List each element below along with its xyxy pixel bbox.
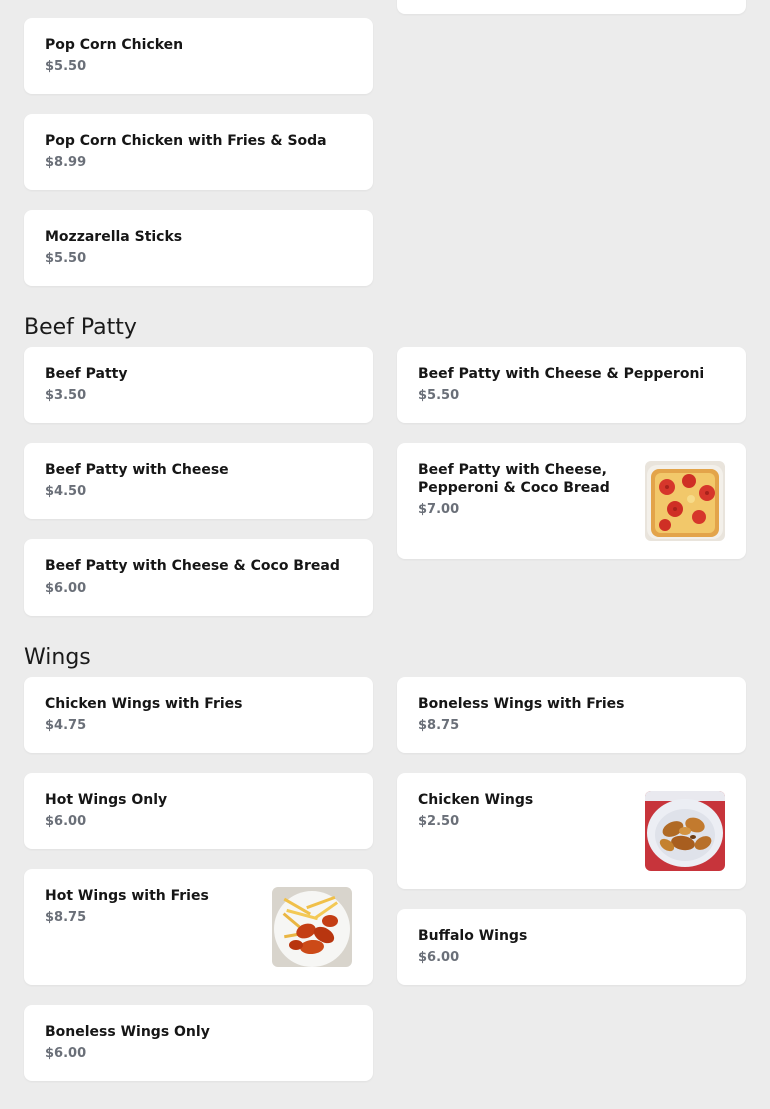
- menu-item-card[interactable]: [24, 443, 373, 519]
- menu-item-card[interactable]: [24, 773, 373, 849]
- section-title-beef-patty: Beef Patty: [24, 315, 137, 340]
- item-name: Pop Corn Chicken with Fries & Soda: [45, 133, 327, 149]
- item-name: Chicken Wings: [418, 792, 534, 808]
- menu-item-card[interactable]: [397, 443, 746, 559]
- item-price: $8.99: [45, 155, 87, 170]
- item-price: $2.50: [418, 814, 460, 829]
- item-name: Mozzarella Sticks: [45, 229, 183, 245]
- item-name: Beef Patty: [45, 366, 128, 382]
- item-price: $4.50: [45, 484, 87, 499]
- menu-item-card[interactable]: [24, 114, 373, 190]
- menu-item-card-partial[interactable]: [397, 0, 746, 14]
- item-name: Boneless Wings Only: [45, 1024, 210, 1040]
- section-title-wings: Wings: [24, 645, 91, 670]
- menu-item-card[interactable]: [24, 210, 373, 286]
- pizza-photo: [645, 461, 725, 541]
- menu-item-card[interactable]: [397, 347, 746, 423]
- item-price: $5.50: [418, 388, 460, 403]
- item-name: Boneless Wings with Fries: [418, 696, 625, 712]
- menu-item-card[interactable]: [24, 18, 373, 94]
- item-price: $4.75: [45, 718, 87, 733]
- item-price: $8.75: [45, 910, 87, 925]
- hot-wings-fries-photo: [272, 887, 352, 967]
- item-name: Pop Corn Chicken: [45, 37, 184, 53]
- item-price: $8.75: [418, 718, 460, 733]
- menu-item-card[interactable]: [24, 677, 373, 753]
- item-name: Beef Patty with Cheese, Pepperoni & Coco Bread: [418, 462, 610, 496]
- item-name: Chicken Wings with Fries: [45, 696, 243, 712]
- item-price: $6.00: [418, 950, 460, 965]
- item-price: $6.00: [45, 1046, 87, 1061]
- item-price: $3.50: [45, 388, 87, 403]
- item-name: Beef Patty with Cheese: [45, 462, 229, 478]
- item-price: $6.00: [45, 581, 87, 596]
- menu-item-card[interactable]: [24, 1005, 373, 1081]
- menu-item-card[interactable]: [24, 539, 373, 616]
- item-name: Beef Patty with Cheese & Coco Bread: [45, 558, 340, 574]
- item-name: Buffalo Wings: [418, 928, 528, 944]
- menu-item-card[interactable]: [397, 909, 746, 985]
- item-name: Hot Wings with Fries: [45, 888, 209, 904]
- item-name: Hot Wings Only: [45, 792, 168, 808]
- menu-item-card[interactable]: [24, 347, 373, 423]
- wings-basket-photo: [645, 791, 725, 871]
- item-price: $5.50: [45, 251, 87, 266]
- item-price: $6.00: [45, 814, 87, 829]
- item-price: $7.00: [418, 502, 460, 517]
- menu-item-card[interactable]: [24, 869, 373, 985]
- menu-item-card[interactable]: [397, 677, 746, 753]
- menu-item-card[interactable]: [397, 773, 746, 889]
- item-name: Beef Patty with Cheese & Pepperoni: [418, 366, 705, 382]
- item-price: $5.50: [45, 59, 87, 74]
